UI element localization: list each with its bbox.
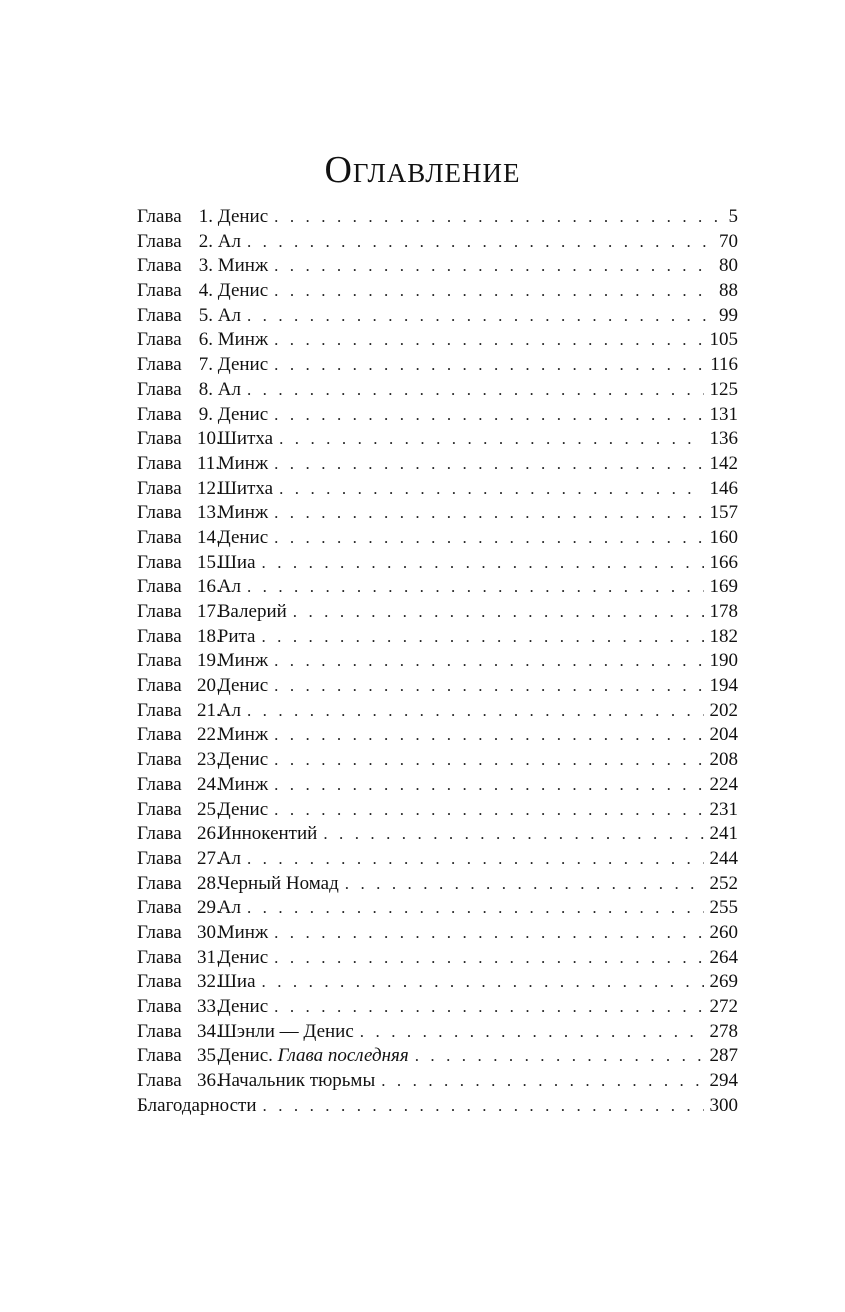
chapter-title: Минж [217,773,269,795]
dot-leader [274,279,713,304]
dot-leader [247,230,713,255]
dot-leader [415,1044,704,1069]
toc-entry[interactable] [137,328,738,353]
chapter-prefix: Глава [137,304,182,326]
toc-entry[interactable] [137,674,738,699]
page-number: 125 [709,378,738,400]
toc-entry[interactable] [137,526,738,551]
chapter-title: Начальник тюрьмы [217,1070,376,1092]
page-number: 241 [709,823,738,845]
toc-entry[interactable] [137,427,738,452]
chapter-prefix: Глава [137,477,182,499]
toc-entry[interactable] [137,353,738,378]
toc-entry-label [137,674,268,699]
page-number: 287 [709,1045,738,1067]
chapter-number: 11. [197,452,221,474]
dot-leader [262,970,704,995]
dot-leader [261,625,703,650]
dot-leader [274,723,703,748]
chapter-title: Благодарности [137,1094,257,1116]
toc-entry[interactable] [137,699,738,724]
dot-leader [263,1094,704,1119]
chapter-title: Ал [217,847,241,869]
chapter-number: 8. [198,378,213,400]
toc-entry[interactable] [137,872,738,897]
chapter-title: Денис [217,798,269,820]
dot-leader [274,773,703,798]
toc-entry[interactable] [137,1069,738,1094]
page-number: 194 [709,675,738,697]
chapter-number: 6. [198,329,213,351]
chapter-title: Денис [217,354,269,376]
chapter-number: 7. [198,354,213,376]
page-number: 105 [709,329,738,351]
page-number: 190 [709,650,738,672]
chapter-prefix: Глава [137,897,182,919]
toc-entry[interactable] [137,600,738,625]
toc-entry[interactable] [137,773,738,798]
toc-entry[interactable] [137,230,738,255]
toc-entry-label [137,403,268,428]
toc-entry-label [137,1044,409,1069]
toc-entry-label [137,205,268,230]
chapter-number: 30. [197,921,221,943]
toc-entry-label [137,748,268,773]
page-number: 136 [709,428,738,450]
toc-entry[interactable] [137,304,738,329]
chapter-prefix: Глава [137,650,182,672]
chapter-prefix: Глава [137,329,182,351]
dot-leader [274,501,703,526]
chapter-number: 4. [198,280,213,302]
dot-leader [274,353,704,378]
dot-leader [262,551,704,576]
chapter-title: Минж [217,329,269,351]
chapter-prefix: Глава [137,921,182,943]
chapter-number: 16. [197,576,221,598]
toc-entry[interactable] [137,798,738,823]
toc-entry-label [137,230,241,255]
toc-entry[interactable] [137,921,738,946]
toc-entry-label [137,995,268,1020]
chapter-number: 10. [197,428,221,450]
chapter-prefix: Глава [137,773,182,795]
toc-entry[interactable] [137,254,738,279]
toc-entry-label [137,575,241,600]
page-number: 252 [709,872,738,894]
dot-leader [274,674,703,699]
chapter-number: 28. [197,872,221,894]
chapter-number: 27. [197,847,221,869]
dot-leader [274,403,703,428]
chapter-prefix: Глава [137,823,182,845]
chapter-number: 14. [197,526,221,548]
dot-leader [323,822,703,847]
chapter-prefix: Глава [137,675,182,697]
chapter-subtitle: Глава последняя [277,1045,409,1067]
toc-entry-label [137,723,268,748]
dot-leader [274,748,703,773]
page-number: 244 [709,847,738,869]
page-number: 269 [709,971,738,993]
toc-entry[interactable] [137,995,738,1020]
chapter-number: 22. [197,724,221,746]
page-number: 300 [709,1094,738,1116]
page-number: 255 [709,897,738,919]
chapter-prefix: Глава [137,280,182,302]
page-number: 80 [719,255,738,277]
toc-entry[interactable] [137,1020,738,1045]
dot-leader [274,649,703,674]
toc-entry[interactable] [137,403,738,428]
chapter-number: 36. [197,1070,221,1092]
toc-entry[interactable] [137,896,738,921]
chapter-title: Минж [217,452,269,474]
chapter-number: 17. [197,601,221,622]
chapter-number: 20. [197,675,221,697]
dot-leader [360,1020,704,1045]
toc-entry-label [137,427,273,452]
chapter-title: Минж [217,724,269,746]
chapter-title: Денис [217,946,269,968]
chapter-number: 9. [198,403,213,425]
chapter-title: Денис [217,675,269,697]
page-number: 278 [709,1020,738,1042]
page-number: 88 [719,280,738,302]
toc-entry[interactable] [137,501,738,526]
page-number: 204 [709,724,738,746]
chapter-title: Шиа [217,551,256,573]
page-number: 157 [709,502,738,524]
chapter-number: 19. [197,650,221,672]
chapter-number: 18. [197,625,221,647]
toc-entry[interactable] [137,551,738,576]
dot-leader [279,427,703,452]
chapter-title: Денис [217,526,269,548]
chapter-title: Денис. [217,1045,273,1067]
page-number: 231 [709,798,738,820]
dot-leader [247,896,704,921]
chapter-prefix: Глава [137,601,182,622]
toc-entry-label [137,1069,375,1094]
chapter-title: Минж [217,255,269,277]
page-number: 160 [709,526,738,548]
toc-entry-label [137,501,268,526]
chapter-title: Денис [217,280,269,302]
toc-entry-label [137,526,268,551]
toc-entry[interactable] [137,847,738,872]
chapter-prefix: Глава [137,699,182,721]
chapter-number: 23. [197,749,221,771]
chapter-prefix: Глава [137,428,182,450]
toc-entry-label [137,254,268,279]
toc-entry-label [137,970,256,995]
page-number: 260 [709,921,738,943]
dot-leader [279,477,703,502]
chapter-title: Ал [217,699,241,721]
dot-leader [274,526,703,551]
chapter-title: Денис [217,403,269,425]
chapter-title: Ал [217,230,241,252]
chapter-title: Минж [217,650,269,672]
toc-entry-label [137,798,268,823]
dot-leader [247,847,704,872]
chapter-number: 35. [197,1045,221,1067]
page-number: 146 [709,477,738,499]
chapter-title: Ал [217,304,241,326]
page-number: 70 [719,230,738,252]
chapter-prefix: Глава [137,452,182,474]
chapter-prefix: Глава [137,1020,182,1042]
chapter-number: 1. [198,206,213,227]
toc-entry-label [137,328,268,353]
toc-entry-label [137,872,339,897]
toc-entry[interactable] [137,748,738,773]
toc-entry-label [137,847,241,872]
page-number: 99 [719,304,738,326]
toc-entry[interactable] [137,723,738,748]
chapter-title: Черный Номад [217,872,339,894]
page-number: 202 [709,699,738,721]
dot-leader [381,1069,703,1094]
toc-entry-label [137,946,268,971]
chapter-prefix: Глава [137,996,182,1017]
toc-entry-label [137,304,241,329]
page-number: 5 [728,206,738,227]
chapter-title: Шитха [217,428,274,450]
toc-entry-label [137,649,268,674]
toc-entry-label [137,625,255,650]
chapter-title: Минж [217,921,269,943]
chapter-title: Ал [217,897,241,919]
toc-entry[interactable] [137,946,738,971]
toc-entry-label [137,896,241,921]
page-number: 294 [709,1070,738,1092]
page-number: 166 [709,551,738,573]
toc-entry-label [137,699,241,724]
dot-leader [274,254,713,279]
chapter-title: Ал [217,576,241,598]
toc-entry-label [137,378,241,403]
chapter-prefix: Глава [137,1045,182,1067]
chapter-prefix: Глава [137,230,182,252]
page-number: 272 [709,996,738,1017]
toc-entry-label [137,773,268,798]
chapter-title: Валерий [217,601,287,622]
toc-entry-label [137,353,268,378]
dot-leader [247,699,704,724]
toc-entry[interactable] [137,649,738,674]
chapter-title: Рита [217,625,256,647]
chapter-prefix: Глава [137,378,182,400]
toc-entry-label [137,279,268,304]
chapter-prefix: Глава [137,625,182,647]
toc-entry-label [137,1020,354,1045]
toc-entry[interactable] [137,575,738,600]
dot-leader [247,378,704,403]
dot-leader [274,328,703,353]
page-number: 208 [709,749,738,771]
chapter-prefix: Глава [137,502,182,524]
chapter-prefix: Глава [137,255,182,277]
chapter-prefix: Глава [137,354,182,376]
toc-entry[interactable] [137,279,738,304]
toc-entry[interactable] [137,452,738,477]
toc-entry-label [137,452,268,477]
chapter-number: 29. [197,897,221,919]
dot-leader [274,921,703,946]
page-number: 224 [709,773,738,795]
chapter-prefix: Глава [137,1070,182,1092]
dot-leader [247,304,713,329]
chapter-title: Шитха [217,477,274,499]
toc-entry[interactable] [137,625,738,650]
chapter-prefix: Глава [137,206,182,227]
toc-entry-label [137,551,256,576]
dot-leader [274,452,703,477]
toc-entry[interactable] [137,378,738,403]
page-number: 178 [709,601,738,622]
chapter-number: 12. [197,477,221,499]
chapter-title: Иннокентий [217,823,318,845]
page-number: 116 [710,354,738,376]
chapter-title: Ал [217,378,241,400]
toc-entry[interactable] [137,205,738,230]
chapter-prefix: Глава [137,798,182,820]
page-number: 131 [709,403,738,425]
toc-entry[interactable] [137,822,738,847]
chapter-number: 5. [198,304,213,326]
chapter-title: Денис [217,206,269,227]
chapter-prefix: Глава [137,403,182,425]
chapter-number: 21. [197,699,221,721]
page-number: 264 [709,946,738,968]
chapter-prefix: Глава [137,576,182,598]
page-number: 182 [709,625,738,647]
toc-entry-label [137,1094,257,1119]
chapter-number: 33. [197,996,221,1017]
chapter-prefix: Глава [137,749,182,771]
chapter-number: 13. [197,502,221,524]
page-number: 169 [709,576,738,598]
chapter-number: 24. [197,773,221,795]
chapter-title: Минж [217,502,269,524]
dot-leader [274,205,722,230]
toc-entry[interactable] [137,1044,738,1069]
chapter-prefix: Глава [137,551,182,573]
dot-leader [274,946,703,971]
chapter-prefix: Глава [137,526,182,548]
chapter-number: 25. [197,798,221,820]
page-number: 142 [709,452,738,474]
chapter-prefix: Глава [137,847,182,869]
chapter-prefix: Глава [137,872,182,894]
chapter-title: Денис [217,749,269,771]
table-of-contents [137,205,738,1118]
chapter-number: 3. [198,255,213,277]
chapter-prefix: Глава [137,724,182,746]
toc-entry-label [137,921,268,946]
chapter-title: Шэнли — Денис [217,1020,354,1042]
chapter-number: 34. [197,1020,221,1042]
chapter-number: 26. [197,823,221,845]
page-title: Оглавление [324,149,521,191]
chapter-title: Шиа [217,971,256,993]
chapter-title: Денис [217,996,269,1017]
dot-leader [293,600,704,625]
chapter-number: 15. [197,551,221,573]
dot-leader [274,798,703,823]
dot-leader [345,872,704,897]
chapter-number: 32. [197,971,221,993]
dot-leader [274,995,703,1020]
dot-leader [247,575,704,600]
chapter-prefix: Глава [137,971,182,993]
toc-entry-label [137,822,317,847]
toc-entry[interactable] [137,1094,738,1119]
toc-entry-label [137,600,287,625]
toc-entry-label [137,477,273,502]
chapter-number: 31. [197,946,221,968]
toc-entry[interactable] [137,970,738,995]
toc-entry[interactable] [137,477,738,502]
chapter-prefix: Глава [137,946,182,968]
chapter-number: 2. [198,230,213,252]
